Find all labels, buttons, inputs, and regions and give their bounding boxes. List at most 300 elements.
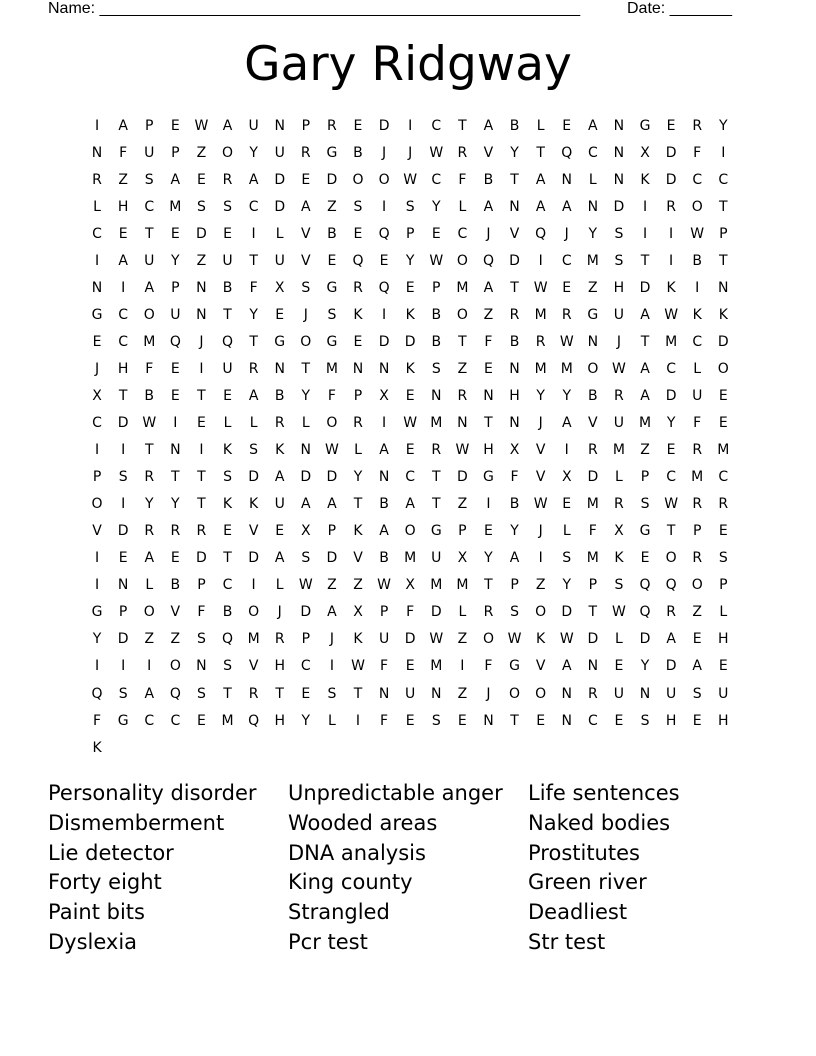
grid-cell: S (327, 685, 337, 702)
grid-cell: K (92, 739, 102, 756)
grid-cell: W (533, 496, 548, 513)
word-list-item: Personality disorder (48, 781, 257, 805)
grid-cell: K (666, 279, 676, 296)
grid-cell: Y (353, 469, 363, 486)
grid-cell: H (483, 442, 494, 459)
grid-cell: Q (169, 685, 181, 702)
word-list-item: Deadliest (528, 900, 628, 925)
grid-cell: Y (431, 198, 441, 215)
grid-cell: T (719, 252, 728, 269)
grid-cell: R (614, 387, 624, 404)
grid-cell: Q (665, 577, 677, 594)
grid-cell: Q (378, 225, 390, 242)
grid-cell: X (379, 387, 389, 404)
grid-cell: R (692, 117, 703, 134)
grid-cell: N (274, 360, 285, 377)
grid-cell: C (92, 225, 102, 242)
grid-cell: M (430, 577, 443, 594)
grid-cell: J (486, 685, 491, 702)
grid-cell: R (692, 496, 703, 513)
grid-cell: D (196, 550, 207, 567)
grid-cell: W (403, 415, 418, 432)
grid-cell: K (275, 442, 285, 459)
grid-cell: N (587, 333, 599, 350)
grid-cell: U (405, 685, 416, 702)
grid-cell: W (324, 442, 339, 459)
grid-cell: R (92, 171, 102, 188)
grid-cell: B (431, 333, 442, 350)
grid-cell: I (460, 658, 465, 675)
grid-cell: E (405, 387, 415, 404)
grid-cell: D (404, 333, 416, 350)
grid-cell: L (275, 225, 284, 242)
grid-cell: G (483, 469, 494, 486)
grid-cell: S (118, 469, 128, 486)
header-line (48, 0, 748, 20)
grid-cell: O (143, 604, 155, 621)
grid-cell: L (615, 469, 623, 486)
grid-cell: D (665, 658, 677, 675)
grid-cell: X (614, 523, 624, 540)
grid-cell: K (222, 442, 233, 459)
grid-cell: B (353, 144, 363, 161)
grid-cell: P (640, 469, 650, 486)
grid-cell: J (329, 631, 334, 648)
grid-cell: B (379, 496, 389, 513)
grid-cell: R (196, 523, 207, 540)
grid-cell: S (144, 171, 154, 188)
grid-cell: J (538, 523, 543, 540)
grid-cell: N (431, 387, 442, 404)
grid-cell: I (251, 577, 256, 594)
word-list-item: Life sentences (528, 781, 680, 805)
grid-cell: E (457, 712, 467, 729)
page-title: Gary Ridgway (244, 37, 572, 92)
grid-cell: Q (482, 252, 494, 269)
grid-cell: Z (588, 279, 598, 296)
grid-cell: I (94, 658, 100, 675)
grid-cell: K (405, 360, 415, 377)
grid-cell: G (326, 279, 338, 296)
word-list-item: Forty eight (48, 870, 162, 895)
grid-cell: C (718, 469, 729, 486)
grid-cell: A (144, 685, 155, 702)
grid-cell: B (222, 279, 233, 296)
grid-cell: Y (249, 306, 258, 323)
grid-cell: A (483, 117, 494, 134)
grid-cell: U (613, 685, 625, 702)
grid-cell: H (274, 658, 285, 675)
grid-cell: W (194, 117, 209, 134)
grid-cell: T (484, 577, 493, 594)
grid-cell: E (562, 496, 572, 513)
grid-cell: D (196, 225, 207, 242)
grid-cell: W (533, 279, 548, 296)
grid-cell: Y (144, 496, 154, 513)
word-list (48, 778, 768, 957)
grid-cell: S (301, 279, 311, 296)
grid-cell: B (274, 387, 285, 404)
grid-cell: F (588, 523, 597, 540)
grid-cell: F (693, 144, 702, 161)
word-list-item: Pcr test (288, 929, 368, 954)
grid-cell: A (640, 387, 650, 404)
grid-cell: H (718, 712, 729, 729)
grid-cell: E (353, 225, 363, 242)
grid-cell: A (248, 171, 259, 188)
grid-cell: K (614, 550, 624, 567)
grid-cell: E (275, 306, 285, 323)
grid-cell: E (614, 658, 624, 675)
grid-cell: C (561, 252, 572, 269)
grid-cell: Q (248, 712, 260, 729)
grid-cell: N (300, 442, 312, 459)
grid-cell: A (379, 523, 389, 540)
grid-cell: Z (196, 144, 207, 161)
grid-cell: D (561, 604, 573, 621)
name-field-label: Name: ______________________________________________________ (48, 0, 581, 17)
grid-cell: X (92, 387, 102, 404)
grid-cell: L (223, 415, 232, 432)
grid-cell: K (692, 306, 702, 323)
grid-cell: Y (405, 252, 415, 269)
grid-cell: F (197, 604, 206, 621)
grid-cell: V (92, 523, 102, 540)
grid-cell: S (718, 550, 728, 567)
grid-cell: N (613, 144, 625, 161)
grid-cell: P (432, 279, 441, 296)
grid-cell: G (639, 117, 651, 134)
grid-cell: O (248, 604, 260, 621)
grid-cell: N (718, 279, 729, 296)
grid-cell: Q (639, 577, 651, 594)
grid-cell: M (430, 415, 443, 432)
grid-cell: R (614, 496, 624, 513)
grid-cell: W (507, 631, 522, 648)
grid-cell: O (326, 415, 338, 432)
grid-cell: N (352, 360, 364, 377)
grid-cell: L (93, 198, 101, 215)
grid-cell: W (429, 631, 444, 648)
grid-cell: N (587, 658, 599, 675)
grid-cell: P (145, 117, 154, 134)
grid-cell: F (484, 333, 493, 350)
grid-cell: N (378, 360, 390, 377)
grid-cell: N (170, 442, 181, 459)
grid-cell: O (587, 360, 599, 377)
grid-cell: R (274, 415, 285, 432)
grid-cell: P (379, 604, 389, 621)
grid-cell: R (457, 144, 468, 161)
grid-cell: D (300, 469, 312, 486)
grid-cell: K (405, 306, 415, 323)
grid-cell: S (327, 306, 337, 323)
grid-cell: W (403, 171, 418, 188)
grid-cell: U (144, 144, 155, 161)
grid-cell: N (561, 171, 572, 188)
grid-cell: U (613, 306, 625, 323)
grid-cell: U (144, 252, 155, 269)
grid-cell: D (404, 631, 416, 648)
word-list-item: Str test (528, 929, 606, 954)
grid-cell: H (117, 198, 129, 215)
grid-cell: S (431, 360, 441, 377)
grid-cell: L (719, 604, 728, 621)
grid-cell: D (248, 550, 259, 567)
grid-cell: V (170, 604, 181, 621)
grid-cell: V (353, 550, 363, 567)
grid-cell: N (457, 415, 468, 432)
grid-cell: R (248, 685, 259, 702)
grid-cell: D (326, 171, 338, 188)
grid-cell: K (353, 523, 363, 540)
grid-cell: F (458, 171, 467, 188)
grid-cell: T (301, 360, 311, 377)
grid-cell: X (301, 523, 311, 540)
grid-cell: M (691, 469, 704, 486)
grid-cell: P (719, 577, 728, 594)
grid-cell: K (249, 496, 259, 513)
grid-cell: H (613, 279, 625, 296)
grid-cell: E (170, 117, 180, 134)
grid-cell: C (692, 171, 703, 188)
grid-cell: E (223, 225, 232, 242)
grid-cell: J (199, 333, 204, 350)
grid-cell: J (564, 225, 569, 242)
grid-cell: C (170, 712, 181, 729)
grid-cell: S (301, 550, 311, 567)
grid-cell: R (274, 631, 285, 648)
grid-cell: E (718, 658, 728, 675)
grid-cell: I (173, 415, 178, 432)
grid-cell: U (378, 631, 390, 648)
grid-cell: V (535, 442, 546, 459)
grid-cell: R (144, 523, 155, 540)
grid-cell: P (405, 225, 415, 242)
grid-cell: E (484, 523, 493, 540)
grid-cell: P (92, 469, 102, 486)
grid-cell: V (301, 225, 311, 242)
grid-cell: Z (483, 306, 494, 323)
grid-cell: Z (535, 577, 546, 594)
grid-cell: G (117, 712, 129, 729)
grid-cell: T (197, 387, 206, 404)
grid-cell: Z (457, 360, 468, 377)
grid-cell: M (665, 333, 678, 350)
grid-cell: A (692, 658, 702, 675)
grid-cell: I (695, 279, 700, 296)
grid-cell: I (94, 550, 100, 567)
grid-cell: F (406, 604, 415, 621)
grid-cell: B (144, 387, 155, 404)
grid-cell: G (430, 523, 442, 540)
grid-cell: M (534, 360, 547, 377)
grid-cell: S (405, 198, 415, 215)
grid-cell: Z (327, 198, 337, 215)
grid-cell: E (692, 712, 702, 729)
grid-cell: R (718, 496, 729, 513)
grid-cell: Z (170, 631, 181, 648)
grid-cell: T (484, 415, 493, 432)
grid-cell: U (692, 387, 703, 404)
grid-cell: E (666, 117, 676, 134)
grid-cell: C (718, 171, 729, 188)
grid-cell: G (274, 333, 286, 350)
grid-cell: M (221, 712, 234, 729)
grid-cell: Z (144, 631, 155, 648)
grid-cell: I (329, 658, 334, 675)
grid-cell: W (142, 415, 157, 432)
grid-cell: Z (457, 496, 468, 513)
grid-cell: N (639, 685, 651, 702)
grid-cell: E (275, 523, 285, 540)
grid-cell: K (718, 306, 728, 323)
grid-cell: S (353, 198, 363, 215)
grid-cell: S (118, 685, 128, 702)
grid-cell: I (121, 279, 126, 296)
word-list-item: Dyslexia (48, 929, 138, 954)
grid-cell: D (639, 631, 651, 648)
grid-cell: T (223, 550, 232, 567)
grid-cell: W (351, 658, 365, 675)
grid-cell: M (586, 252, 599, 269)
grid-cell: Q (352, 252, 364, 269)
grid-cell: P (327, 523, 337, 540)
grid-cell: A (222, 117, 233, 134)
grid-cell: M (612, 442, 625, 459)
grid-cell: T (197, 469, 206, 486)
grid-cell: C (248, 198, 259, 215)
grid-cell: C (666, 360, 676, 377)
grid-cell: S (196, 198, 206, 215)
grid-cell: Q (222, 333, 234, 350)
grid-cell: Y (562, 577, 572, 594)
grid-cell: A (327, 496, 337, 513)
grid-cell: D (378, 333, 390, 350)
grid-cell: U (431, 550, 442, 567)
grid-cell: A (170, 171, 181, 188)
grid-cell: N (378, 685, 390, 702)
grid-cell: E (118, 225, 128, 242)
grid-cell: I (199, 442, 204, 459)
grid-cell: M (534, 306, 547, 323)
grid-cell: P (301, 117, 311, 134)
grid-cell: T (510, 712, 519, 729)
grid-cell: A (588, 117, 598, 134)
grid-cell: W (690, 225, 705, 242)
grid-cell: E (562, 117, 572, 134)
grid-cell: D (665, 171, 677, 188)
grid-cell: R (692, 442, 703, 459)
grid-cell: N (483, 387, 494, 404)
grid-cell: W (664, 306, 679, 323)
grid-cell: Y (562, 387, 572, 404)
grid-cell: N (561, 685, 572, 702)
grid-cell: Y (719, 117, 728, 134)
grid-cell: D (456, 469, 468, 486)
grid-cell: W (377, 577, 391, 594)
grid-cell: W (455, 442, 470, 459)
grid-cell: F (693, 415, 702, 432)
grid-cell: M (586, 496, 599, 513)
grid-cell: M (325, 360, 338, 377)
grid-cell: N (509, 198, 520, 215)
grid-cell: G (91, 306, 103, 323)
grid-cell: E (170, 360, 180, 377)
grid-cell: D (117, 415, 129, 432)
grid-cell: R (431, 442, 442, 459)
grid-cell: N (509, 415, 520, 432)
grid-cell: E (562, 279, 572, 296)
grid-cell: A (561, 198, 572, 215)
grid-cell: Z (457, 631, 468, 648)
grid-cell: T (640, 252, 650, 269)
grid-cell: T (249, 252, 258, 269)
grid-cell: D (326, 469, 338, 486)
grid-cell: A (666, 631, 676, 648)
grid-cell: N (561, 712, 572, 729)
grid-cell: E (196, 171, 206, 188)
grid-cell: R (353, 279, 363, 296)
grid-cell: P (353, 387, 363, 404)
grid-cell: I (382, 306, 387, 323)
grid-cell: R (587, 442, 598, 459)
grid-cell: K (353, 631, 363, 648)
grid-cell: D (509, 252, 520, 269)
grid-cell: T (510, 279, 519, 296)
grid-cell: D (326, 550, 338, 567)
grid-cell: L (693, 360, 702, 377)
grid-cell: H (509, 387, 520, 404)
grid-cell: C (300, 658, 311, 675)
grid-cell: O (509, 685, 521, 702)
grid-cell: D (274, 171, 286, 188)
grid-cell: B (509, 333, 520, 350)
grid-cell: L (249, 415, 258, 432)
grid-cell: C (431, 117, 442, 134)
grid-cell: I (486, 496, 491, 513)
grid-cell: D (248, 469, 259, 486)
grid-cell: S (614, 252, 624, 269)
grid-cell: I (564, 442, 569, 459)
grid-cell: T (431, 469, 441, 486)
grid-cell: K (640, 171, 650, 188)
grid-cell: A (248, 387, 259, 404)
grid-cell: V (509, 225, 520, 242)
grid-cell: X (457, 550, 468, 567)
grid-cell: J (408, 144, 413, 161)
grid-cell: Y (301, 387, 311, 404)
grid-cell: L (562, 523, 571, 540)
grid-cell: Y (510, 523, 519, 540)
grid-cell: L (354, 442, 362, 459)
grid-cell: I (121, 496, 126, 513)
grid-cell: L (615, 631, 623, 648)
grid-cell: D (300, 604, 312, 621)
grid-cell: W (429, 252, 444, 269)
grid-cell: T (458, 117, 467, 134)
grid-cell: P (692, 523, 702, 540)
grid-cell: P (197, 577, 206, 594)
grid-cell: R (222, 171, 233, 188)
grid-cell: B (327, 225, 337, 242)
word-list-item: Strangled (288, 900, 390, 925)
grid-cell: E (327, 252, 337, 269)
grid-cell: T (640, 333, 650, 350)
grid-cell: A (405, 496, 415, 513)
grid-cell: O (717, 360, 729, 377)
grid-cell: Z (640, 442, 650, 459)
